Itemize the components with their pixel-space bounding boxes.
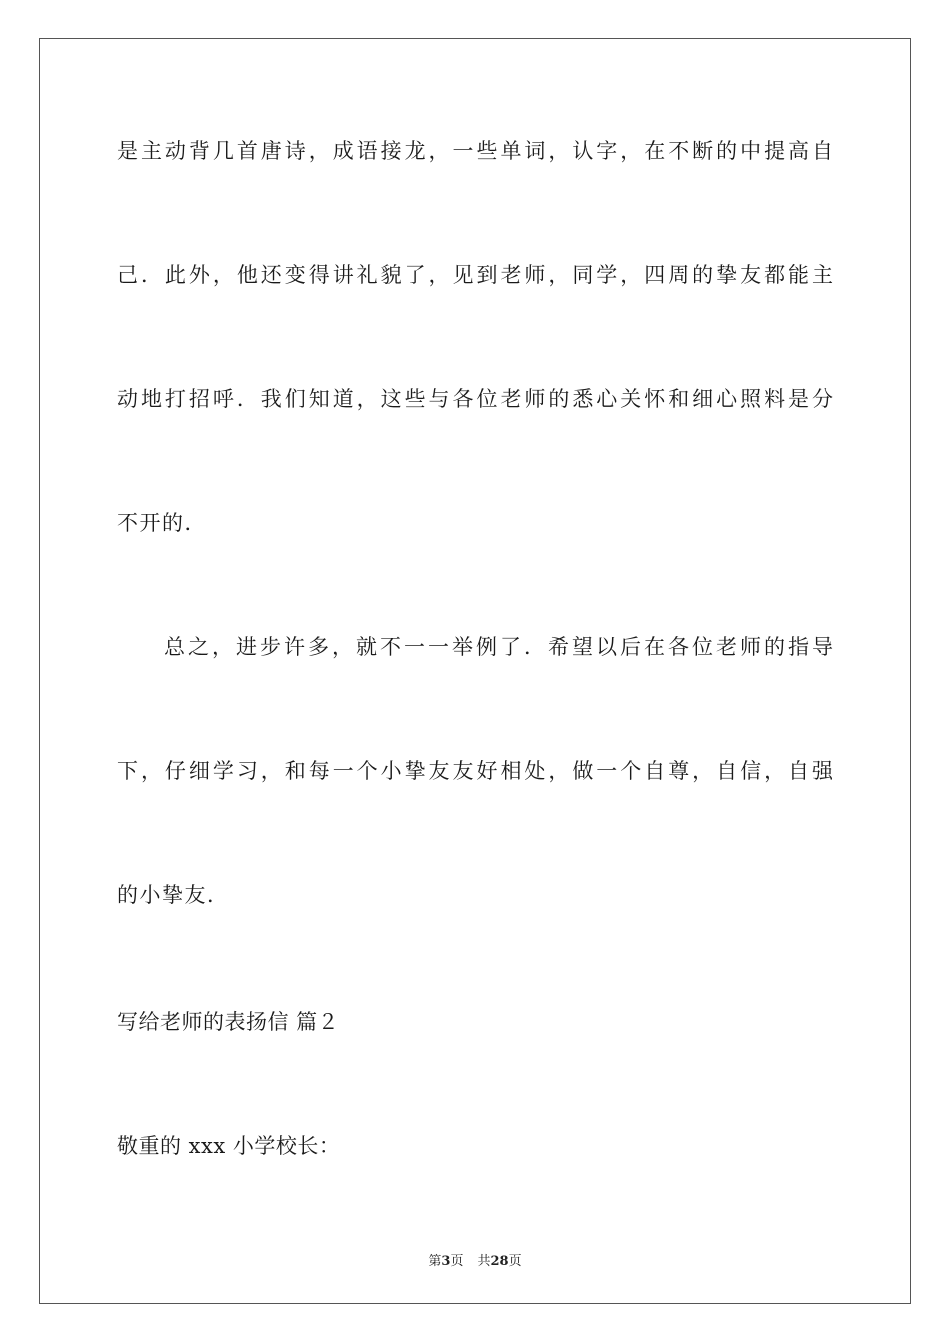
page-footer xyxy=(0,1250,950,1269)
salutation: 敬重的 xxx 小学校长： xyxy=(117,1134,341,1158)
body-line-1: 是主动背几首唐诗，成语接龙，一些单词，认字，在不断的中提高自 xyxy=(117,139,833,163)
body-line-7: 的小挚友． xyxy=(117,883,230,907)
body-line-3: 动地打招呼．我们知道，这些与各位老师的悉心关怀和细心照料是分 xyxy=(117,387,833,411)
body-line-2: 己．此外，他还变得讲礼貌了，见到老师，同学，四周的挚友都能主 xyxy=(117,263,833,287)
footer-total-prefix: 共 xyxy=(477,1254,491,1269)
body-line-4: 不开的． xyxy=(117,511,207,535)
page-border xyxy=(39,38,911,1304)
footer-total-suffix: 页 xyxy=(508,1254,522,1269)
body-line-6: 下，仔细学习，和每一个小挚友友好相处，做一个自尊，自信，自强 xyxy=(117,759,833,783)
section-title: 写给老师的表扬信 篇２ xyxy=(117,1010,340,1034)
body-line-5: 总之，进步许多，就不一一举例了．希望以后在各位老师的指导 xyxy=(164,635,833,659)
footer-page-current: 3 xyxy=(441,1254,451,1269)
footer-page-mid: 页 xyxy=(450,1254,464,1269)
footer-page-prefix: 第 xyxy=(428,1254,442,1269)
footer-page-total: 28 xyxy=(490,1254,509,1269)
